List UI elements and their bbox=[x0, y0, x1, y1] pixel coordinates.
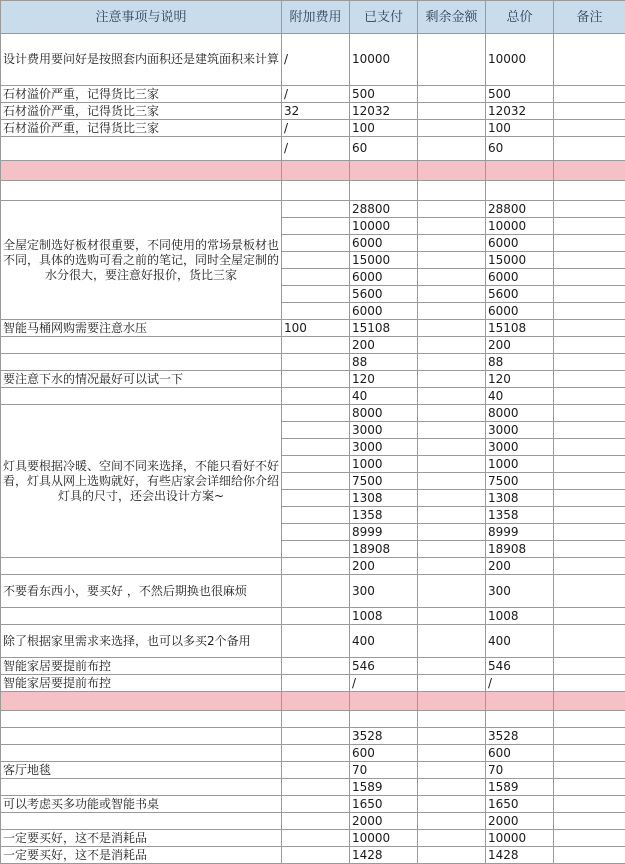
note-cell: 可以考虑买多功能或智能书桌 bbox=[1, 796, 282, 813]
total-cell: 400 bbox=[486, 625, 554, 658]
total-cell: 2000 bbox=[486, 813, 554, 830]
extra-fee-cell bbox=[282, 201, 350, 218]
paid-cell: 8999 bbox=[350, 524, 418, 541]
extra-fee-cell bbox=[282, 303, 350, 320]
note-cell bbox=[1, 558, 282, 575]
extra-fee-cell bbox=[282, 507, 350, 524]
extra-fee-cell bbox=[282, 779, 350, 796]
remarks-cell bbox=[554, 507, 625, 524]
extra-fee-cell: 32 bbox=[282, 103, 350, 120]
remarks-cell bbox=[554, 218, 625, 235]
total-cell: 15108 bbox=[486, 320, 554, 337]
table-row bbox=[1, 34, 625, 86]
remarks-cell bbox=[554, 181, 625, 201]
remarks-cell bbox=[554, 490, 625, 507]
table-row bbox=[1, 830, 625, 847]
total-cell: 18908 bbox=[486, 541, 554, 558]
remaining-cell bbox=[418, 181, 486, 201]
remarks-cell bbox=[554, 303, 625, 320]
remarks-cell bbox=[554, 473, 625, 490]
paid-cell: 200 bbox=[350, 337, 418, 354]
extra-fee-cell bbox=[282, 439, 350, 456]
remaining-cell bbox=[418, 34, 486, 86]
paid-cell: 1308 bbox=[350, 490, 418, 507]
remaining-cell bbox=[418, 711, 486, 728]
total-cell: 40 bbox=[486, 388, 554, 405]
total-cell: 3528 bbox=[486, 728, 554, 745]
total-cell: 1008 bbox=[486, 608, 554, 625]
extra-fee-cell bbox=[282, 558, 350, 575]
extra-fee-cell bbox=[282, 354, 350, 371]
remarks-cell bbox=[554, 558, 625, 575]
table-row bbox=[1, 388, 625, 405]
note-cell bbox=[1, 608, 282, 625]
remarks-cell bbox=[554, 405, 625, 422]
paid-cell: 1358 bbox=[350, 507, 418, 524]
extra-fee-cell bbox=[282, 218, 350, 235]
paid-cell: 6000 bbox=[350, 269, 418, 286]
remaining-cell bbox=[418, 728, 486, 745]
paid-cell: 3000 bbox=[350, 422, 418, 439]
total-cell: 120 bbox=[486, 371, 554, 388]
total-cell: 546 bbox=[486, 658, 554, 675]
extra-fee-cell bbox=[282, 658, 350, 675]
note-cell: 智能家居要提前布控 bbox=[1, 675, 282, 692]
paid-cell: 10000 bbox=[350, 34, 418, 86]
note-cell bbox=[1, 711, 282, 728]
total-cell: 12032 bbox=[486, 103, 554, 120]
total-cell: 15000 bbox=[486, 252, 554, 269]
paid-cell: 10000 bbox=[350, 830, 418, 847]
total-cell: 200 bbox=[486, 558, 554, 575]
table-row bbox=[1, 371, 625, 388]
extra-fee-cell bbox=[282, 456, 350, 473]
table-row bbox=[1, 745, 625, 762]
extra-fee-cell bbox=[282, 728, 350, 745]
remarks-cell bbox=[554, 86, 625, 103]
remaining-cell bbox=[418, 575, 486, 608]
total-cell: 70 bbox=[486, 762, 554, 779]
paid-cell: 15000 bbox=[350, 252, 418, 269]
paid-cell: 40 bbox=[350, 388, 418, 405]
header-total: 总价 bbox=[486, 1, 554, 34]
total-cell: 88 bbox=[486, 354, 554, 371]
extra-fee-cell: / bbox=[282, 34, 350, 86]
total-cell: 3000 bbox=[486, 422, 554, 439]
paid-cell: 88 bbox=[350, 354, 418, 371]
note-cell bbox=[1, 745, 282, 762]
paid-cell: 400 bbox=[350, 625, 418, 658]
remaining-cell bbox=[418, 388, 486, 405]
total-cell: 8999 bbox=[486, 524, 554, 541]
table-row bbox=[1, 711, 625, 728]
header-row bbox=[1, 1, 625, 34]
remarks-cell bbox=[554, 422, 625, 439]
total-cell: / bbox=[486, 675, 554, 692]
total-cell: 1308 bbox=[486, 490, 554, 507]
remarks-cell bbox=[554, 625, 625, 658]
remaining-cell bbox=[418, 439, 486, 456]
paid-cell: 1589 bbox=[350, 779, 418, 796]
total-cell bbox=[486, 181, 554, 201]
total-cell: 300 bbox=[486, 575, 554, 608]
extra-fee-cell: / bbox=[282, 137, 350, 161]
table-row bbox=[1, 658, 625, 675]
extra-fee-cell bbox=[282, 762, 350, 779]
note-cell: 全屋定制选好板材很重要，不同使用的常场景板材也不同，具体的选购可看之前的笔记，同时全屋定制的水分很大，要注意好报价，货比三家 bbox=[1, 201, 282, 320]
note-cell: 石材溢价严重，记得货比三家 bbox=[1, 120, 282, 137]
remaining-cell bbox=[418, 456, 486, 473]
table-row bbox=[1, 320, 625, 337]
table-row bbox=[1, 779, 625, 796]
paid-cell: 18908 bbox=[350, 541, 418, 558]
remarks-cell bbox=[554, 847, 625, 864]
extra-fee-cell bbox=[282, 252, 350, 269]
total-cell: 1358 bbox=[486, 507, 554, 524]
remarks-cell bbox=[554, 575, 625, 608]
remaining-cell bbox=[418, 86, 486, 103]
extra-fee-cell bbox=[282, 422, 350, 439]
remaining-cell bbox=[418, 507, 486, 524]
paid-cell: 1008 bbox=[350, 608, 418, 625]
paid-cell: 600 bbox=[350, 745, 418, 762]
paid-cell: 28800 bbox=[350, 201, 418, 218]
total-cell: 6000 bbox=[486, 235, 554, 252]
paid-cell: 3528 bbox=[350, 728, 418, 745]
extra-fee-cell bbox=[282, 541, 350, 558]
extra-fee-cell bbox=[282, 625, 350, 658]
remarks-cell bbox=[554, 796, 625, 813]
note-cell bbox=[1, 354, 282, 371]
remaining-cell bbox=[418, 541, 486, 558]
paid-cell: 300 bbox=[350, 575, 418, 608]
note-cell: 除了根据家里需求来选择，也可以多买2个备用 bbox=[1, 625, 282, 658]
remarks-cell bbox=[554, 235, 625, 252]
paid-cell: 3000 bbox=[350, 439, 418, 456]
paid-cell: 1428 bbox=[350, 847, 418, 864]
remaining-cell bbox=[418, 120, 486, 137]
extra-fee-cell bbox=[282, 337, 350, 354]
table-row bbox=[1, 625, 625, 658]
note-cell bbox=[1, 388, 282, 405]
remarks-cell bbox=[554, 320, 625, 337]
note-cell: 不要看东西小，要买好 ，不然后期换也很麻烦 bbox=[1, 575, 282, 608]
paid-cell: 8000 bbox=[350, 405, 418, 422]
remaining-cell bbox=[418, 830, 486, 847]
note-cell: 一定要买好，这不是消耗品 bbox=[1, 830, 282, 847]
total-cell: 10000 bbox=[486, 218, 554, 235]
note-cell: 智能马桶网购需要注意水压 bbox=[1, 320, 282, 337]
table-row bbox=[1, 762, 625, 779]
paid-cell: 70 bbox=[350, 762, 418, 779]
header-remarks: 备注 bbox=[554, 1, 625, 34]
remaining-cell bbox=[418, 337, 486, 354]
remaining-cell bbox=[418, 103, 486, 120]
remaining-cell bbox=[418, 779, 486, 796]
paid-cell bbox=[350, 711, 418, 728]
total-cell: 1000 bbox=[486, 456, 554, 473]
paid-cell: 120 bbox=[350, 371, 418, 388]
remarks-cell bbox=[554, 354, 625, 371]
paid-cell: 100 bbox=[350, 120, 418, 137]
table-row bbox=[1, 103, 625, 120]
remarks-cell bbox=[554, 388, 625, 405]
table-row bbox=[1, 608, 625, 625]
extra-fee-cell: / bbox=[282, 86, 350, 103]
table-row bbox=[1, 120, 625, 137]
remaining-cell bbox=[418, 762, 486, 779]
remarks-cell bbox=[554, 524, 625, 541]
remaining-cell bbox=[418, 608, 486, 625]
extra-fee-cell bbox=[282, 473, 350, 490]
extra-fee-cell bbox=[282, 675, 350, 692]
table-row bbox=[1, 137, 625, 161]
remaining-cell bbox=[418, 235, 486, 252]
total-cell bbox=[486, 711, 554, 728]
remaining-cell bbox=[418, 252, 486, 269]
table-row bbox=[1, 796, 625, 813]
note-cell bbox=[1, 728, 282, 745]
extra-fee-cell bbox=[282, 796, 350, 813]
remaining-cell bbox=[418, 473, 486, 490]
extra-fee-cell bbox=[282, 286, 350, 303]
separator-row bbox=[1, 161, 625, 181]
remaining-cell bbox=[418, 745, 486, 762]
table-row bbox=[1, 728, 625, 745]
paid-cell: 1650 bbox=[350, 796, 418, 813]
paid-cell: 12032 bbox=[350, 103, 418, 120]
remarks-cell bbox=[554, 439, 625, 456]
remarks-cell bbox=[554, 541, 625, 558]
extra-fee-cell bbox=[282, 813, 350, 830]
remarks-cell bbox=[554, 269, 625, 286]
extra-fee-cell bbox=[282, 405, 350, 422]
table-row bbox=[1, 337, 625, 354]
remarks-cell bbox=[554, 728, 625, 745]
total-cell: 6000 bbox=[486, 303, 554, 320]
total-cell: 500 bbox=[486, 86, 554, 103]
header-paid: 已支付 bbox=[350, 1, 418, 34]
header-notes: 注意事项与说明 bbox=[1, 1, 282, 34]
extra-fee-cell bbox=[282, 181, 350, 201]
paid-cell: 2000 bbox=[350, 813, 418, 830]
paid-cell: 6000 bbox=[350, 303, 418, 320]
extra-fee-cell bbox=[282, 490, 350, 507]
table-row bbox=[1, 354, 625, 371]
total-cell: 1589 bbox=[486, 779, 554, 796]
total-cell: 10000 bbox=[486, 34, 554, 86]
total-cell: 7500 bbox=[486, 473, 554, 490]
remaining-cell bbox=[418, 269, 486, 286]
remarks-cell bbox=[554, 813, 625, 830]
paid-cell: 200 bbox=[350, 558, 418, 575]
note-cell: 客厅地毯 bbox=[1, 762, 282, 779]
extra-fee-cell bbox=[282, 269, 350, 286]
remarks-cell bbox=[554, 745, 625, 762]
table-row bbox=[1, 558, 625, 575]
note-cell: 设计费用要问好是按照套内面积还是建筑面积来计算 bbox=[1, 34, 282, 86]
remarks-cell bbox=[554, 120, 625, 137]
total-cell: 3000 bbox=[486, 439, 554, 456]
remarks-cell bbox=[554, 252, 625, 269]
remarks-cell bbox=[554, 137, 625, 161]
note-cell: 智能家居要提前布控 bbox=[1, 658, 282, 675]
extra-fee-cell bbox=[282, 711, 350, 728]
remaining-cell bbox=[418, 796, 486, 813]
note-cell: 要注意下水的情况最好可以试一下 bbox=[1, 371, 282, 388]
remarks-cell bbox=[554, 371, 625, 388]
header-remaining: 剩余金额 bbox=[418, 1, 486, 34]
note-cell: 石材溢价严重，记得货比三家 bbox=[1, 86, 282, 103]
remaining-cell bbox=[418, 847, 486, 864]
remaining-cell bbox=[418, 303, 486, 320]
extra-fee-cell bbox=[282, 524, 350, 541]
remaining-cell bbox=[418, 422, 486, 439]
paid-cell: 10000 bbox=[350, 218, 418, 235]
remarks-cell bbox=[554, 201, 625, 218]
extra-fee-cell bbox=[282, 575, 350, 608]
note-cell: 一定要买好，这不是消耗品 bbox=[1, 847, 282, 864]
extra-fee-cell bbox=[282, 847, 350, 864]
paid-cell: / bbox=[350, 675, 418, 692]
remarks-cell bbox=[554, 711, 625, 728]
remarks-cell bbox=[554, 103, 625, 120]
total-cell: 100 bbox=[486, 120, 554, 137]
paid-cell: 5600 bbox=[350, 286, 418, 303]
remarks-cell bbox=[554, 658, 625, 675]
remaining-cell bbox=[418, 320, 486, 337]
remaining-cell bbox=[418, 524, 486, 541]
remaining-cell bbox=[418, 286, 486, 303]
remarks-cell bbox=[554, 337, 625, 354]
extra-fee-cell bbox=[282, 371, 350, 388]
table-row bbox=[1, 181, 625, 201]
remarks-cell bbox=[554, 608, 625, 625]
note-cell bbox=[1, 779, 282, 796]
table-row bbox=[1, 575, 625, 608]
total-cell: 28800 bbox=[486, 201, 554, 218]
total-cell: 600 bbox=[486, 745, 554, 762]
remarks-cell bbox=[554, 762, 625, 779]
note-cell bbox=[1, 337, 282, 354]
paid-cell: 60 bbox=[350, 137, 418, 161]
extra-fee-cell: / bbox=[282, 120, 350, 137]
paid-cell: 500 bbox=[350, 86, 418, 103]
remaining-cell bbox=[418, 558, 486, 575]
paid-cell: 6000 bbox=[350, 235, 418, 252]
remaining-cell bbox=[418, 218, 486, 235]
table-row bbox=[1, 813, 625, 830]
remarks-cell bbox=[554, 779, 625, 796]
extra-fee-cell bbox=[282, 388, 350, 405]
remaining-cell bbox=[418, 137, 486, 161]
note-cell bbox=[1, 137, 282, 161]
extra-fee-cell bbox=[282, 608, 350, 625]
remarks-cell bbox=[554, 34, 625, 86]
remaining-cell bbox=[418, 405, 486, 422]
extra-fee-cell bbox=[282, 235, 350, 252]
remarks-cell bbox=[554, 456, 625, 473]
extra-fee-cell bbox=[282, 830, 350, 847]
remaining-cell bbox=[418, 490, 486, 507]
remaining-cell bbox=[418, 675, 486, 692]
note-cell bbox=[1, 181, 282, 201]
note-cell: 灯具要根据冷暖、空间不同来选择，不能只看好不好看，灯具从网上选购就好，有些店家会详细给你介绍灯具的尺寸，还会出设计方案~ bbox=[1, 405, 282, 558]
paid-cell: 546 bbox=[350, 658, 418, 675]
remaining-cell bbox=[418, 201, 486, 218]
remaining-cell bbox=[418, 371, 486, 388]
total-cell: 8000 bbox=[486, 405, 554, 422]
extra-fee-cell: 100 bbox=[282, 320, 350, 337]
paid-cell: 15108 bbox=[350, 320, 418, 337]
total-cell: 6000 bbox=[486, 269, 554, 286]
table-row bbox=[1, 675, 625, 692]
extra-fee-cell bbox=[282, 745, 350, 762]
paid-cell: 1000 bbox=[350, 456, 418, 473]
paid-cell bbox=[350, 181, 418, 201]
total-cell: 5600 bbox=[486, 286, 554, 303]
total-cell: 200 bbox=[486, 337, 554, 354]
total-cell: 60 bbox=[486, 137, 554, 161]
note-cell bbox=[1, 813, 282, 830]
total-cell: 1428 bbox=[486, 847, 554, 864]
remarks-cell bbox=[554, 675, 625, 692]
total-cell: 1650 bbox=[486, 796, 554, 813]
remarks-cell bbox=[554, 286, 625, 303]
table-row bbox=[1, 86, 625, 103]
paid-cell: 7500 bbox=[350, 473, 418, 490]
header-extra-fee: 附加费用 bbox=[282, 1, 350, 34]
table-row bbox=[1, 847, 625, 864]
separator-row bbox=[1, 692, 625, 711]
remaining-cell bbox=[418, 625, 486, 658]
remaining-cell bbox=[418, 813, 486, 830]
table-row bbox=[1, 405, 625, 422]
note-cell: 石材溢价严重，记得货比三家 bbox=[1, 103, 282, 120]
remarks-cell bbox=[554, 830, 625, 847]
table-row bbox=[1, 201, 625, 218]
total-cell: 10000 bbox=[486, 830, 554, 847]
remaining-cell bbox=[418, 658, 486, 675]
remaining-cell bbox=[418, 354, 486, 371]
